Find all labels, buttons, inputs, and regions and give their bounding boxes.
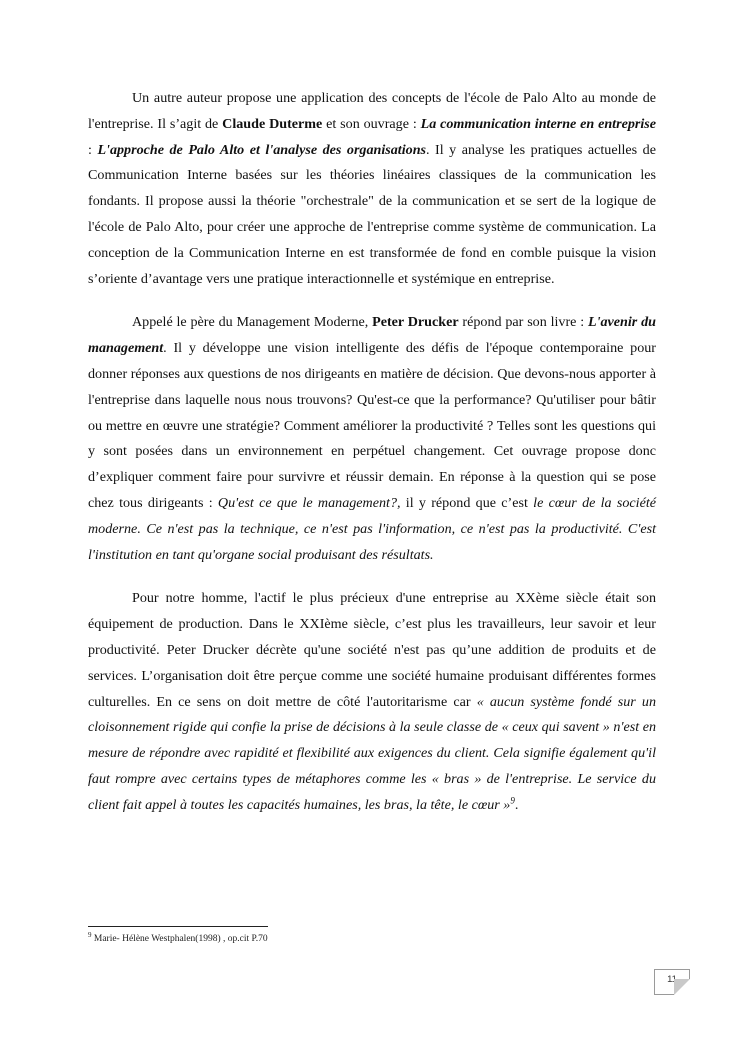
text-segment: La communication interne en entreprise [420,115,657,132]
footnote-number: 9 [88,930,92,939]
paragraph [88,86,656,292]
text-segment: Qu'est ce que le management?, [217,494,401,511]
footnote [88,930,268,944]
text-segment: le cœur de la société moderne. Ce n'est pas la technique, ce n'est pas l'information, ce n'est pas la productivité. C'est l'institution en tant qu'organe social produisant des résultats. [88,494,657,563]
text-segment: « aucun système fondé sur un cloisonnement rigide qui confie la prise de décisions à la seule classe de « ceux qui savent » n'est en mesure de répondre avec rapidité et flexibilité aux exigences du client. Cela signifie également qu'il faut rompre avec certains types de métaphores comme les « bras » de l'entreprise. Le service du client fait appel à toutes les capacités humaines, les bras, la tête, le cœur » [88,693,657,813]
text-segment: répond par son livre : [458,314,588,331]
paragraph [88,310,656,568]
text-segment: L'approche de Palo Alto et l'analyse des organisations [97,141,427,158]
text-segment: Peter Drucker [372,314,459,331]
text-segment: L'avenir du management [88,314,656,357]
text-segment: il y répond que c’est [400,494,534,511]
footnote-reference: 9 [510,795,515,806]
text-segment: Claude Duterme [222,115,323,132]
text-segment: Un autre auteur propose une application des concepts de l'école de Palo Alto au monde de l'entreprise. Il s’agit de [88,90,656,132]
footnote-text: Marie- Hélène Westphalen(1998) , op.cit P.70 [91,934,268,944]
text-segment: . [514,796,519,813]
page-number-box [654,969,690,995]
text-segment: . Il y développe une vision intelligente des défis de l'époque contemporaine pour donner réponses aux questions de nos dirigeants en matière de décision. Que devons-nous apporter à l'entreprise dans laquelle nous nous trouvons? Qu'est-ce que la performance? Qu'utiliser pour bâtir ou mettre en œuvre une stratégie? Comment améliorer la productivité ? Telles sont les questions qui y sont posées dans un environnement en perpétuel changement. Cet ouvrage propose donc d’expliquer comment faire pour survivre et réussir demain. En réponse à la question qui se pose chez tous dirigeants : [88,340,656,511]
text-segment: . Il y analyse les pratiques actuelles de Communication Interne basées sur les théories linéaires classiques de la communication les fondants. Il propose aussi la théorie "orchestrale" de la communication et se sert de la logique de l'école de Palo Alto, pour créer une approche de l'entreprise comme système de communication. La conception de la Communication Interne en est transformée de fond en comble puisque la vision s’oriente d’avantage vers une pratique interactionnelle et systémique en entreprise. [88,141,656,287]
page-body [88,86,656,837]
text-segment: et son ouvrage : [322,115,421,132]
text-segment: Pour notre homme, l'actif le plus précieux d'une entreprise au XXème siècle était son équipement de production. Dans le XXIème siècle, c’est plus les travailleurs, leur savoir et leur productivité. Peter Drucker décrète qu'une société n'est pas qu’une addition de produits et de services. L’organisation doit être perçue comme une société humaine produisant différentes formes culturelles. En ce sens on doit mettre de côté l'autoritarisme car [88,590,656,710]
paragraph [88,586,656,818]
page-number: 11 [667,974,677,985]
page-curl-icon [674,979,690,995]
footnote-separator [88,926,268,927]
text-segment: Appelé le père du Management Moderne, [132,314,373,331]
text-segment: : [88,141,98,158]
